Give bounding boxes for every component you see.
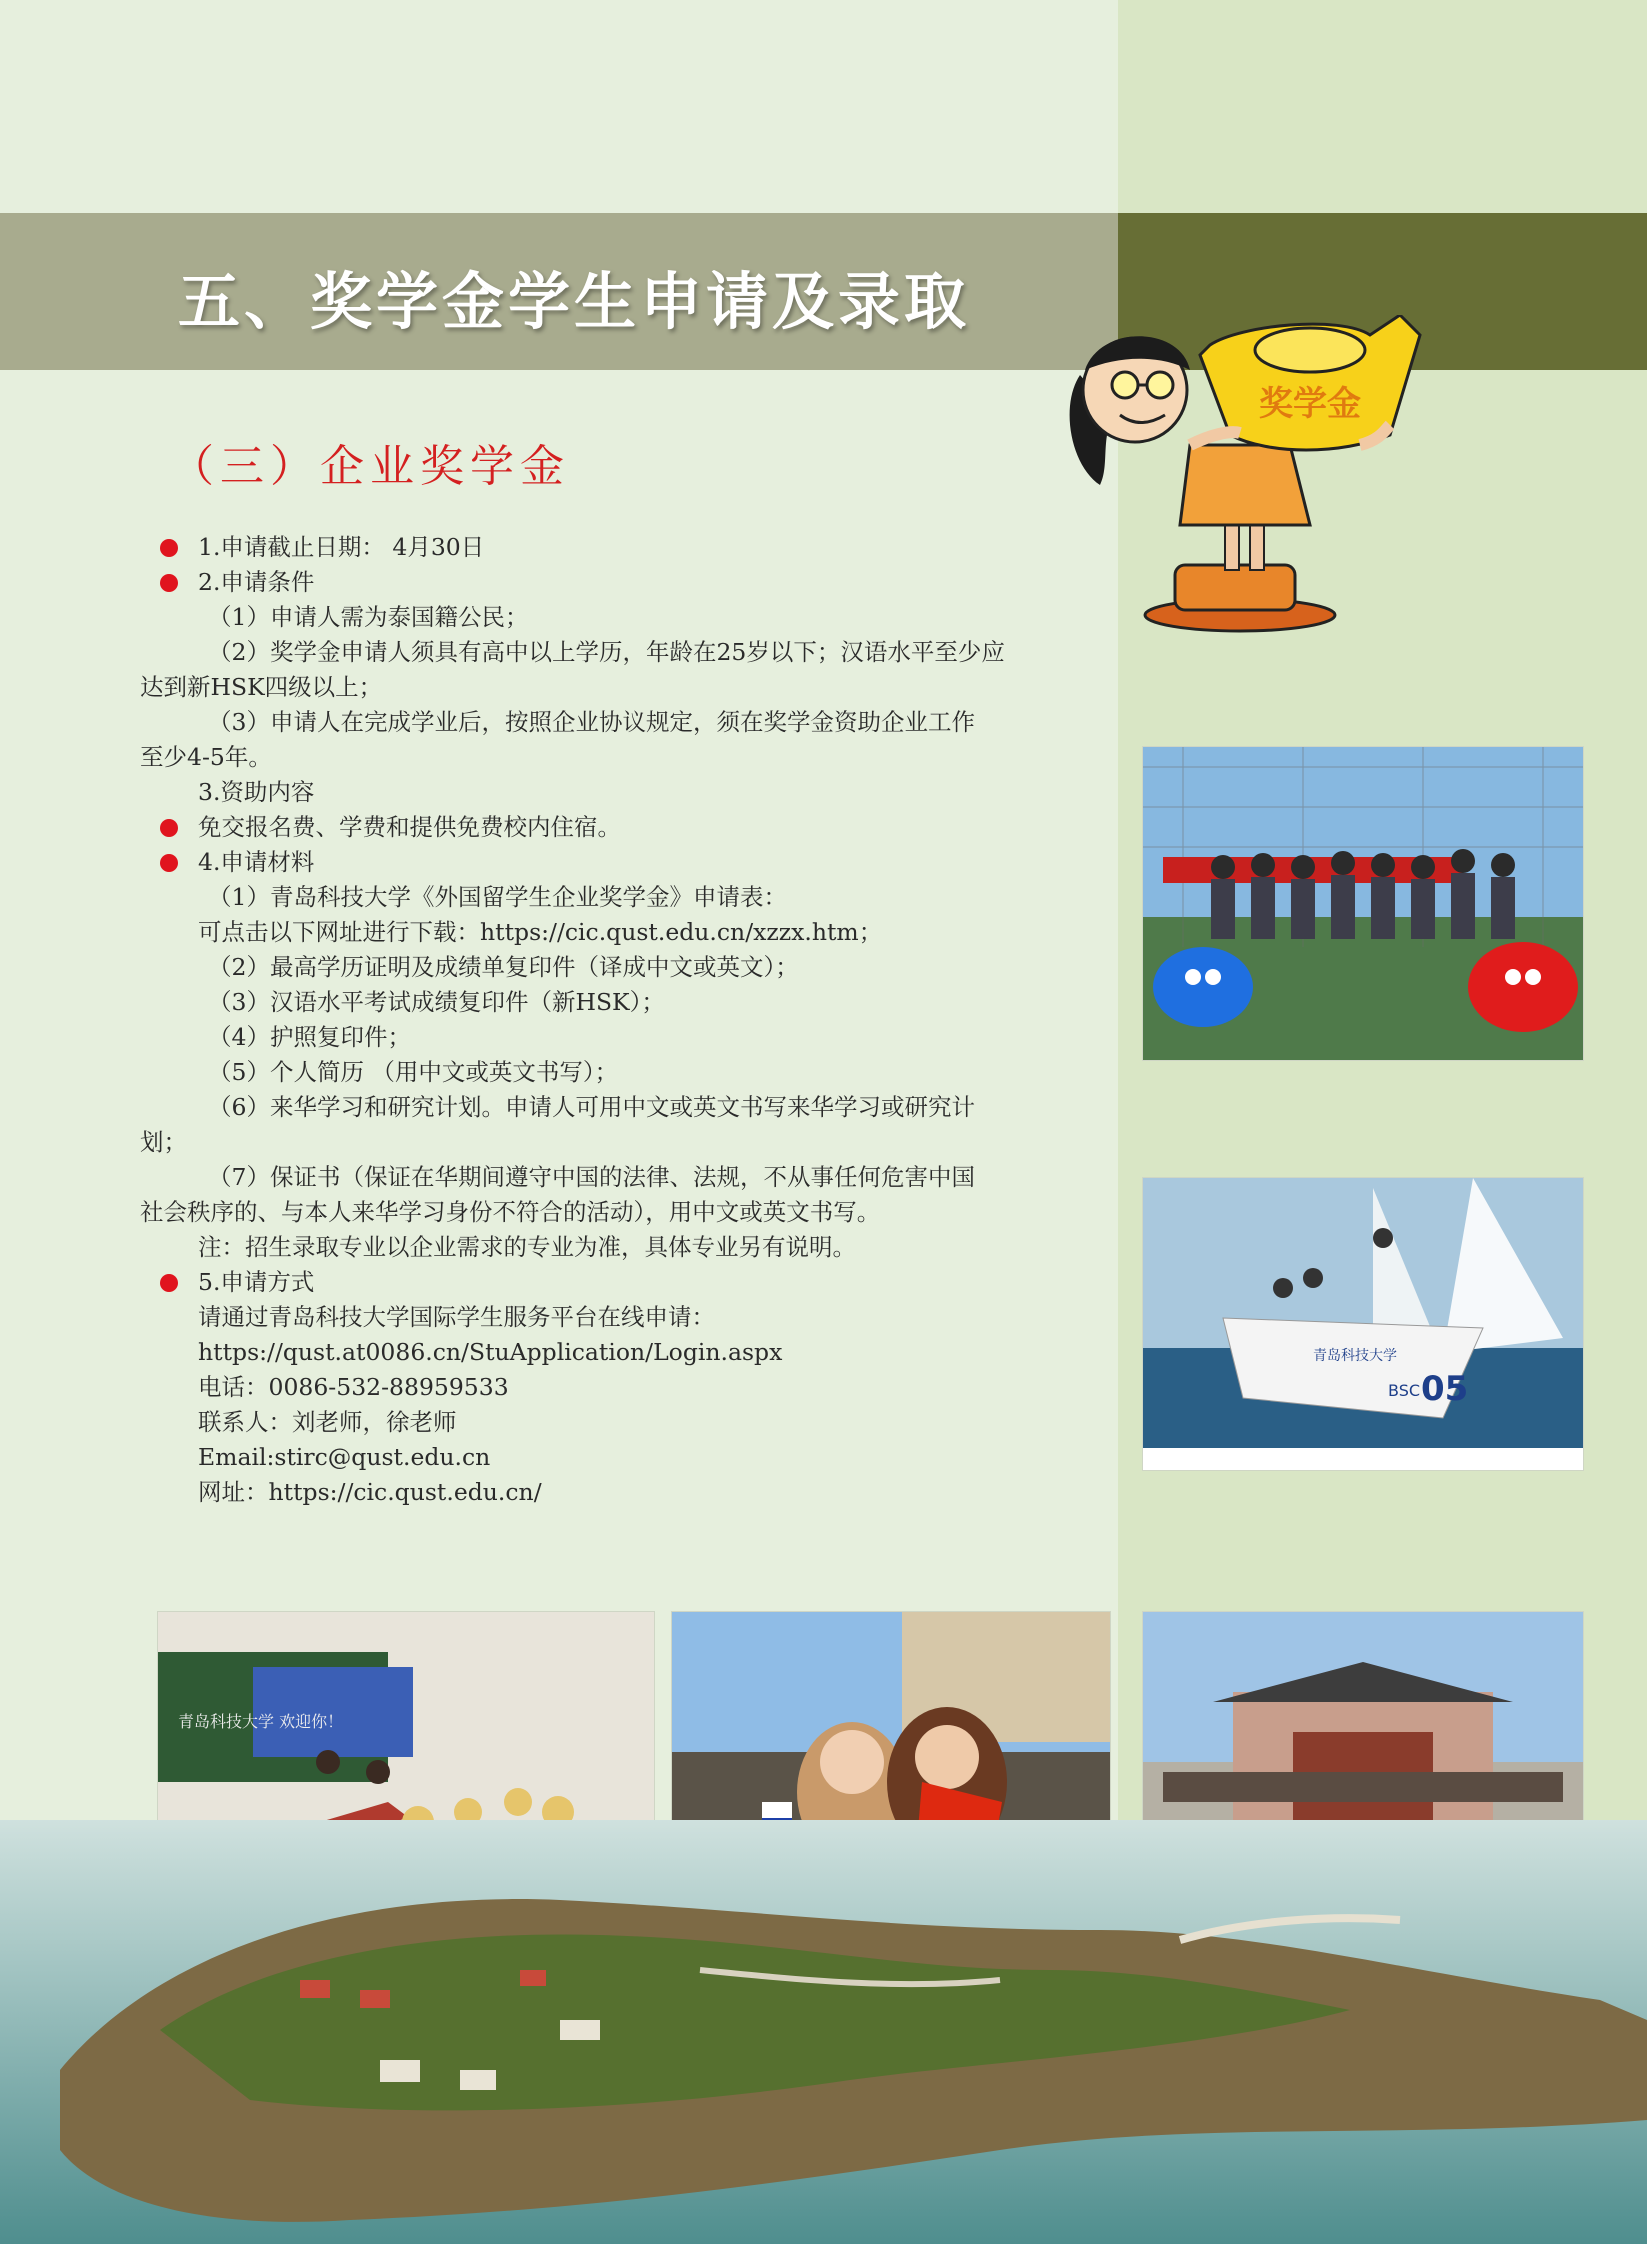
email-link[interactable]: Email:stirc@qust.edu.cn [198, 1443, 491, 1471]
list-item: （6）来华学习和研究计划。申请人可用中文或英文书写来华学习或研究计 [208, 1093, 975, 1121]
photo-sports-group [1142, 746, 1584, 1061]
phone-text: 电话：0086-532-88959533 [198, 1373, 509, 1401]
boat-code-text: BSC [1388, 1381, 1421, 1400]
blackboard-text: 青岛科技大学 欢迎你！ [178, 1712, 344, 1731]
list-item: 免交报名费、学费和提供免费校内住宿。 [140, 810, 1112, 845]
application-url[interactable]: https://qust.at0086.cn/StuApplication/Login.aspx [198, 1338, 783, 1366]
bullet-icon [160, 574, 178, 592]
section-title: （三）企业奖学金 [170, 441, 570, 492]
island-landscape-illustration [0, 1820, 1647, 2244]
download-link-text[interactable]: 可点击以下网址进行下载：https://cic.qust.edu.cn/xzzx.htm； [198, 918, 883, 946]
boat-number-text: 05 [1421, 1369, 1469, 1409]
list-item: （7）保证书（保证在华期间遵守中国的法律、法规，不从事任何危害中国 [208, 1163, 975, 1191]
list-item: （2）最高学历证明及成绩单复印件（译成中文或英文）； [208, 953, 799, 981]
list-item: 1.申请截止日期： 4月30日 [140, 530, 1112, 565]
list-item: 达到新HSK四级以上； [140, 673, 383, 701]
list-item: （3）申请人在完成学业后，按照企业协议规定，须在奖学金资助企业工作 [208, 708, 975, 736]
list-item: 2.申请条件 [140, 565, 1112, 600]
note-text: 注：招生录取专业以企业需求的专业为准，具体专业另有说明。 [198, 1233, 856, 1261]
list-item: 社会秩序的、与本人来华学习身份不符合的活动），用中文或英文书写。 [140, 1198, 881, 1226]
list-item: （3）汉语水平考试成绩复印件（新HSK）； [208, 988, 665, 1016]
contact-text: 联系人：刘老师，徐老师 [198, 1408, 457, 1436]
list-item: 划； [140, 1128, 187, 1156]
list-item: 5.申请方式 [140, 1265, 1112, 1300]
mascot-label: 奖学金 [1259, 384, 1361, 424]
list-item: （1）申请人需为泰国籍公民； [208, 603, 529, 631]
bullet-icon [160, 854, 178, 872]
photo-sailing [1142, 1177, 1584, 1471]
bullet-icon [160, 819, 178, 837]
list-item: 4.申请材料 [140, 845, 1112, 880]
scholarship-details [140, 530, 1112, 1510]
list-item: （5）个人简历 （用中文或英文书写）； [208, 1058, 619, 1086]
page-title: 五、奖学金学生申请及录取 [178, 265, 971, 338]
website-link[interactable]: 网址：https://cic.qust.edu.cn/ [198, 1478, 542, 1506]
list-item: 至少4-5年。 [140, 743, 272, 771]
list-item: （4）护照复印件； [208, 1023, 411, 1051]
list-item: （2）奖学金申请人须具有高中以上学历，年龄在25岁以下；汉语水平至少应 [208, 638, 1005, 666]
bullet-icon [160, 1274, 178, 1292]
list-item: （1）青岛科技大学《外国留学生企业奖学金》申请表： [208, 883, 787, 911]
bullet-icon [160, 539, 178, 557]
list-item: 请通过青岛科技大学国际学生服务平台在线申请： [198, 1303, 715, 1331]
boat-hull-text: 青岛科技大学 [1313, 1348, 1397, 1364]
list-item: 3.资助内容 [198, 778, 315, 806]
